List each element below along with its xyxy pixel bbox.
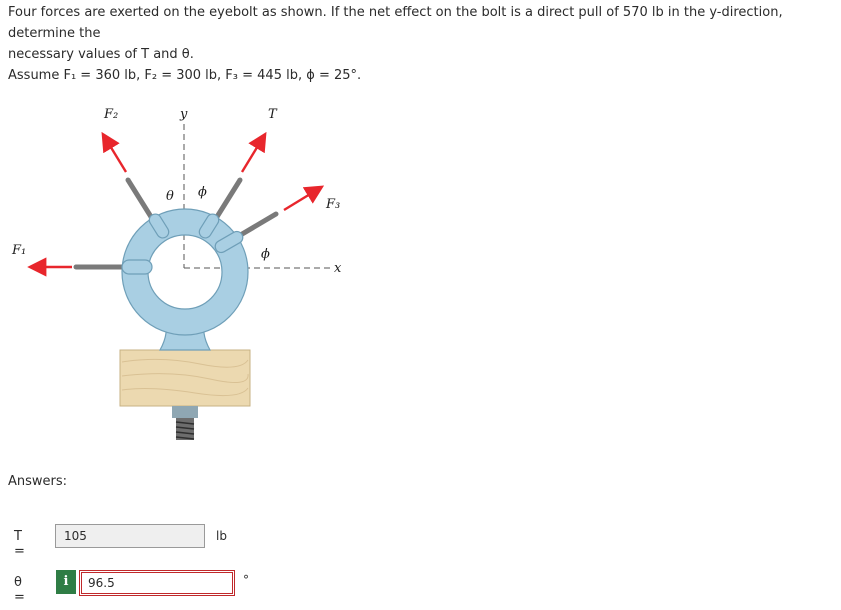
f3-arrow bbox=[284, 188, 320, 210]
wood-block bbox=[120, 350, 250, 406]
eyebolt-figure bbox=[0, 96, 360, 456]
f2-arrow bbox=[104, 136, 126, 172]
label-y: y bbox=[180, 107, 188, 122]
label-f1: F₁ bbox=[12, 243, 27, 258]
problem-statement bbox=[8, 2, 836, 86]
t-answer-field[interactable]: 105 bbox=[55, 524, 205, 548]
theta-answer-value: 96.5 bbox=[81, 572, 233, 594]
t-arrow bbox=[242, 136, 264, 172]
theta-answer-field[interactable] bbox=[79, 570, 235, 596]
label-t: T bbox=[268, 107, 277, 122]
label-x: x bbox=[334, 261, 342, 276]
bolt-nut bbox=[172, 406, 198, 418]
label-f2: F₂ bbox=[104, 107, 119, 122]
info-icon[interactable]: i bbox=[56, 570, 76, 594]
problem-line-2: necessary values of T and θ. bbox=[8, 47, 194, 62]
theta-label: θ = bbox=[14, 575, 25, 605]
label-phi-side: ϕ bbox=[261, 247, 270, 262]
t-label: T = bbox=[14, 529, 25, 559]
force-arrows bbox=[32, 136, 320, 267]
t-unit: lb bbox=[216, 529, 227, 543]
label-theta: θ bbox=[166, 189, 174, 204]
label-f3: F₃ bbox=[326, 197, 341, 212]
answers-heading: Answers: bbox=[8, 474, 68, 489]
problem-line-1: Four forces are exerted on the eyebolt as shown. If the net effect on the bolt is a direct pull of 570 lb in the y-direction, determine the bbox=[8, 5, 783, 41]
label-phi-top: ϕ bbox=[198, 185, 207, 200]
problem-assumption: Assume F₁ = 360 lb, F₂ = 300 lb, F₃ = 445 lb, ϕ = 25°. bbox=[8, 68, 362, 83]
theta-unit: ° bbox=[243, 573, 249, 587]
ring-inner-edge bbox=[148, 235, 222, 309]
